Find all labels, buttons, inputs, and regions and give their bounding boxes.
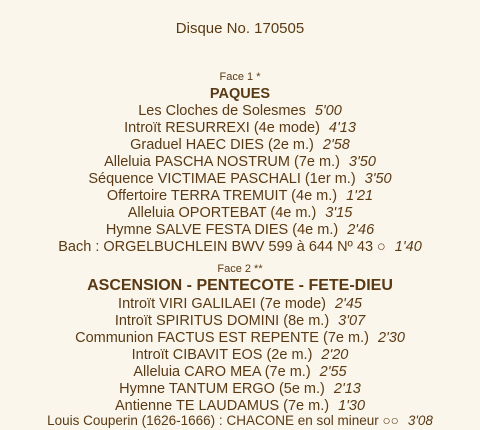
track-work: TERRA TREMUIT (4e m.) bbox=[170, 188, 338, 204]
track-row bbox=[0, 346, 480, 364]
face-2-label: Face 2 ** bbox=[217, 263, 263, 275]
track-work: CIBAVIT EOS (2e m.) bbox=[172, 347, 313, 363]
track-duration: 3'07 bbox=[338, 313, 366, 329]
track-type: Alleluia bbox=[133, 364, 181, 380]
track-type: Communion bbox=[75, 330, 154, 346]
track-type: Séquence bbox=[88, 171, 154, 187]
track-duration: 2'13 bbox=[333, 381, 361, 397]
track-row bbox=[0, 312, 480, 330]
track-type: Offertoire bbox=[106, 188, 168, 204]
track-duration: 2'55 bbox=[319, 364, 347, 380]
face-2-title: ASCENSION - PENTECOTE - FETE-DIEU bbox=[87, 277, 393, 294]
track-work: HAEC DIES (2e m.) bbox=[185, 137, 314, 153]
track-work: ORGELBUCHLEIN BWV 599 à 644 Nº 43 ○ bbox=[103, 239, 386, 255]
track-type: Alleluia bbox=[127, 205, 175, 221]
track-row bbox=[0, 412, 480, 430]
track-type: Hymne bbox=[119, 381, 166, 397]
track-work: FACTUS EST REPENTE (7e m.) bbox=[157, 330, 369, 346]
track-work: VICTIMAE PASCHALI (1er m.) bbox=[157, 171, 356, 187]
track-duration: 3'50 bbox=[348, 154, 376, 170]
track-row bbox=[0, 363, 480, 381]
track-work: CARO MEA (7e m.) bbox=[184, 364, 311, 380]
track-duration: 2'20 bbox=[321, 347, 349, 363]
disc-number: Disque No. 170505 bbox=[175, 20, 305, 37]
track-duration: 2'45 bbox=[334, 296, 362, 312]
track-row bbox=[0, 119, 480, 137]
track-duration: 2'30 bbox=[377, 330, 405, 346]
track-type: Hymne bbox=[105, 222, 152, 238]
track-work: VIRI GALILAEI (7e mode) bbox=[159, 296, 326, 312]
track-duration: 1'21 bbox=[346, 188, 374, 204]
track-row bbox=[0, 221, 480, 239]
track-work: TE LAUDAMUS (7e m.) bbox=[175, 398, 330, 414]
track-duration: 5'00 bbox=[314, 103, 342, 119]
track-row bbox=[0, 170, 480, 188]
track-work: SPIRITUS DOMINI (8e m.) bbox=[155, 313, 330, 329]
track-row bbox=[0, 204, 480, 222]
track-type: Antienne bbox=[114, 398, 173, 414]
track-work: Les Cloches de Solesmes bbox=[138, 103, 306, 119]
track-row bbox=[0, 238, 480, 256]
track-duration: 1'30 bbox=[338, 398, 366, 414]
track-row bbox=[0, 187, 480, 205]
face-1-title: PAQUES bbox=[209, 86, 271, 102]
track-type: Introït bbox=[114, 313, 152, 329]
track-type: Introït bbox=[124, 120, 162, 136]
track-duration: 3'08 bbox=[407, 413, 433, 428]
track-duration: 2'58 bbox=[322, 137, 350, 153]
track-work: TANTUM ERGO (5e m.) bbox=[168, 381, 325, 397]
track-row bbox=[0, 295, 480, 313]
track-row bbox=[0, 153, 480, 171]
track-duration: 3'15 bbox=[325, 205, 353, 221]
track-work: OPORTEBAT (4e m.) bbox=[178, 205, 317, 221]
track-work: SALVE FESTA DIES (4e m.) bbox=[155, 222, 339, 238]
track-work: RESURREXI (4e mode) bbox=[165, 120, 320, 136]
track-type: Louis Couperin (1626-1666) : bbox=[47, 413, 223, 428]
track-type: Graduel bbox=[130, 137, 182, 153]
track-duration: 4'13 bbox=[328, 120, 356, 136]
track-row bbox=[0, 380, 480, 398]
track-work: PASCHA NOSTRUM (7e m.) bbox=[154, 154, 340, 170]
track-duration: 3'50 bbox=[364, 171, 392, 187]
track-type: Introït bbox=[131, 347, 169, 363]
track-duration: 2'46 bbox=[347, 222, 375, 238]
track-row bbox=[0, 329, 480, 347]
track-type: Introït bbox=[118, 296, 156, 312]
face-1-label: Face 1 * bbox=[219, 71, 261, 83]
track-type: Alleluia bbox=[104, 154, 151, 170]
track-work: CHACONE en sol mineur ○○ bbox=[226, 413, 399, 428]
track-row bbox=[0, 102, 480, 120]
track-row bbox=[0, 136, 480, 154]
track-type: Bach : bbox=[58, 239, 100, 255]
track-duration: 1'40 bbox=[394, 239, 422, 255]
